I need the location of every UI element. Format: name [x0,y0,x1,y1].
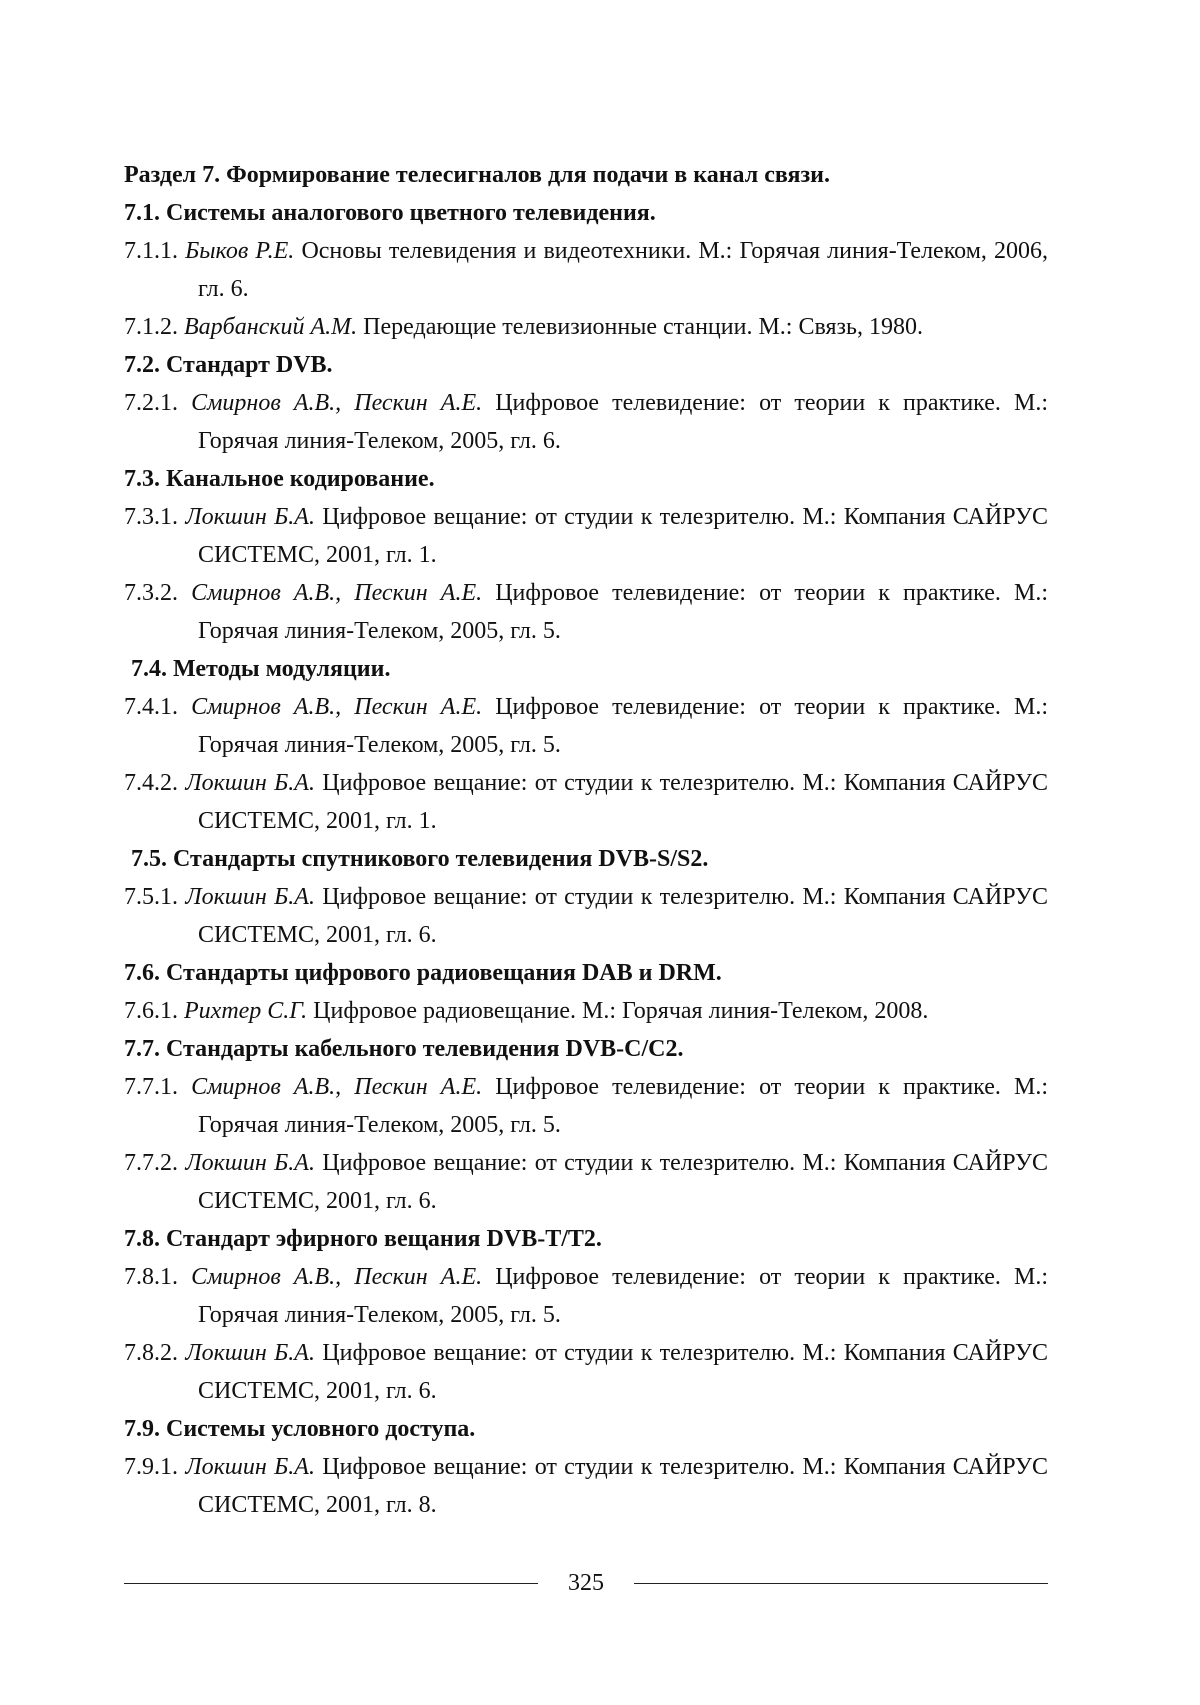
entry-author: Смирнов А.В., Пескин А.Е. [191,1264,483,1290]
entry-number: 7.3.1. [124,504,178,530]
subsection-heading: 7.6. Стандарты цифрового радиовещания DAB и DRM. [124,960,722,986]
subsection-heading: 7.9. Системы условного доступа. [124,1416,476,1442]
footer-rule-left [124,1583,538,1584]
entry-author: Смирнов А.В., Пескин А.Е. [191,580,483,606]
entry-text: Цифровое телевидение: от теории к практике. М.: Горячая линия-Телеком, 2005, гл. 5. [198,580,1048,644]
entry-author: Локшин Б.А. [185,770,315,796]
entry-text: Цифровое телевидение: от теории к практике. М.: Горячая линия-Телеком, 2005, гл. 6. [198,390,1048,454]
subsection-heading: 7.1. Системы аналогового цветного телевидения. [124,200,656,226]
entry-text: Цифровое вещание: от студии к телезрителю. М.: Компания САЙРУС СИСТЕМС, 2001, гл. 6. [198,884,1049,948]
bibliography-entry [124,764,1048,840]
entry-author: Локшин Б.А. [185,1340,315,1366]
entry-text: Цифровое телевидение: от теории к практике. М.: Горячая линия-Телеком, 2005, гл. 5. [198,1074,1048,1138]
entry-number: 7.1.1. [124,238,178,264]
page-number: 325 [568,1570,604,1596]
entry-author: Быков Р.Е. [185,238,295,264]
footer-rule-right [634,1583,1048,1584]
bibliography-entry [124,992,1048,1030]
subsection-heading: 7.2. Стандарт DVB. [124,352,333,378]
entry-author: Рихтер С.Г. [184,998,308,1024]
bibliography-entry [124,688,1048,764]
bibliography-entry [124,384,1048,460]
bibliography-entry [124,1068,1048,1144]
entry-text: Цифровое телевидение: от теории к практике. М.: Горячая линия-Телеком, 2005, гл. 5. [198,694,1048,758]
entry-text: Цифровое телевидение: от теории к практике. М.: Горячая линия-Телеком, 2005, гл. 5. [198,1264,1048,1328]
bibliography-entry [124,1144,1048,1220]
entry-number: 7.7.2. [124,1150,178,1176]
entry-number: 7.5.1. [124,884,178,910]
entry-number: 7.2.1. [124,390,178,416]
bibliography-entry [124,574,1048,650]
entry-number: 7.4.2. [124,770,178,796]
entry-number: 7.8.2. [124,1340,178,1366]
entry-text: Цифровое вещание: от студии к телезрителю. М.: Компания САЙРУС СИСТЕМС, 2001, гл. 8. [198,1454,1049,1518]
bibliography-entry [124,232,1048,308]
entry-number: 7.6.1. [124,998,178,1024]
section-title: Раздел 7. Формирование телесигналов для подачи в канал связи. [124,162,830,188]
entry-author: Смирнов А.В., Пескин А.Е. [191,390,483,416]
subsection-heading: 7.4. Методы модуляции. [131,656,391,682]
entry-author: Смирнов А.В., Пескин А.Е. [191,694,483,720]
entry-number: 7.3.2. [124,580,178,606]
entry-text: Цифровое вещание: от студии к телезрителю. М.: Компания САЙРУС СИСТЕМС, 2001, гл. 1. [198,770,1049,834]
entry-author: Локшин Б.А. [185,504,315,530]
subsection-heading: 7.8. Стандарт эфирного вещания DVB-T/T2. [124,1226,602,1252]
bibliography-entry [124,1334,1048,1410]
page-footer [124,1563,1048,1603]
subsection-heading: 7.5. Стандарты спутникового телевидения DVB-S/S2. [131,846,709,872]
entry-text: Цифровое вещание: от студии к телезрителю. М.: Компания САЙРУС СИСТЕМС, 2001, гл. 1. [198,504,1049,568]
bibliography-entry [124,1258,1048,1334]
subsection-heading: 7.7. Стандарты кабельного телевидения DVB-C/C2. [124,1036,684,1062]
entry-number: 7.7.1. [124,1074,178,1100]
entry-text: Передающие телевизионные станции. М.: Связь, 1980. [363,314,923,340]
entry-author: Локшин Б.А. [185,1150,315,1176]
bibliography-entry [124,498,1048,574]
entry-number: 7.9.1. [124,1454,178,1480]
page-content [124,156,1048,1524]
entry-author: Локшин Б.А. [185,884,315,910]
bibliography-entry [124,878,1048,954]
subsection-heading: 7.3. Канальное кодирование. [124,466,435,492]
bibliography-entry [124,1448,1048,1524]
entry-number: 7.1.2. [124,314,178,340]
entry-text: Основы телевидения и видеотехники. М.: Горячая линия-Телеком, 2006, гл. 6. [198,238,1049,302]
entry-number: 7.4.1. [124,694,178,720]
entry-text: Цифровое вещание: от студии к телезрителю. М.: Компания САЙРУС СИСТЕМС, 2001, гл. 6. [198,1150,1049,1214]
entry-author: Варбанский А.М. [184,314,358,340]
entry-author: Локшин Б.А. [185,1454,315,1480]
entry-author: Смирнов А.В., Пескин А.Е. [191,1074,483,1100]
entry-number: 7.8.1. [124,1264,178,1290]
entry-text: Цифровое вещание: от студии к телезрителю. М.: Компания САЙРУС СИСТЕМС, 2001, гл. 6. [198,1340,1049,1404]
entry-text: Цифровое радиовещание. М.: Горячая линия-Телеком, 2008. [313,998,929,1024]
bibliography-entry [124,308,1048,346]
